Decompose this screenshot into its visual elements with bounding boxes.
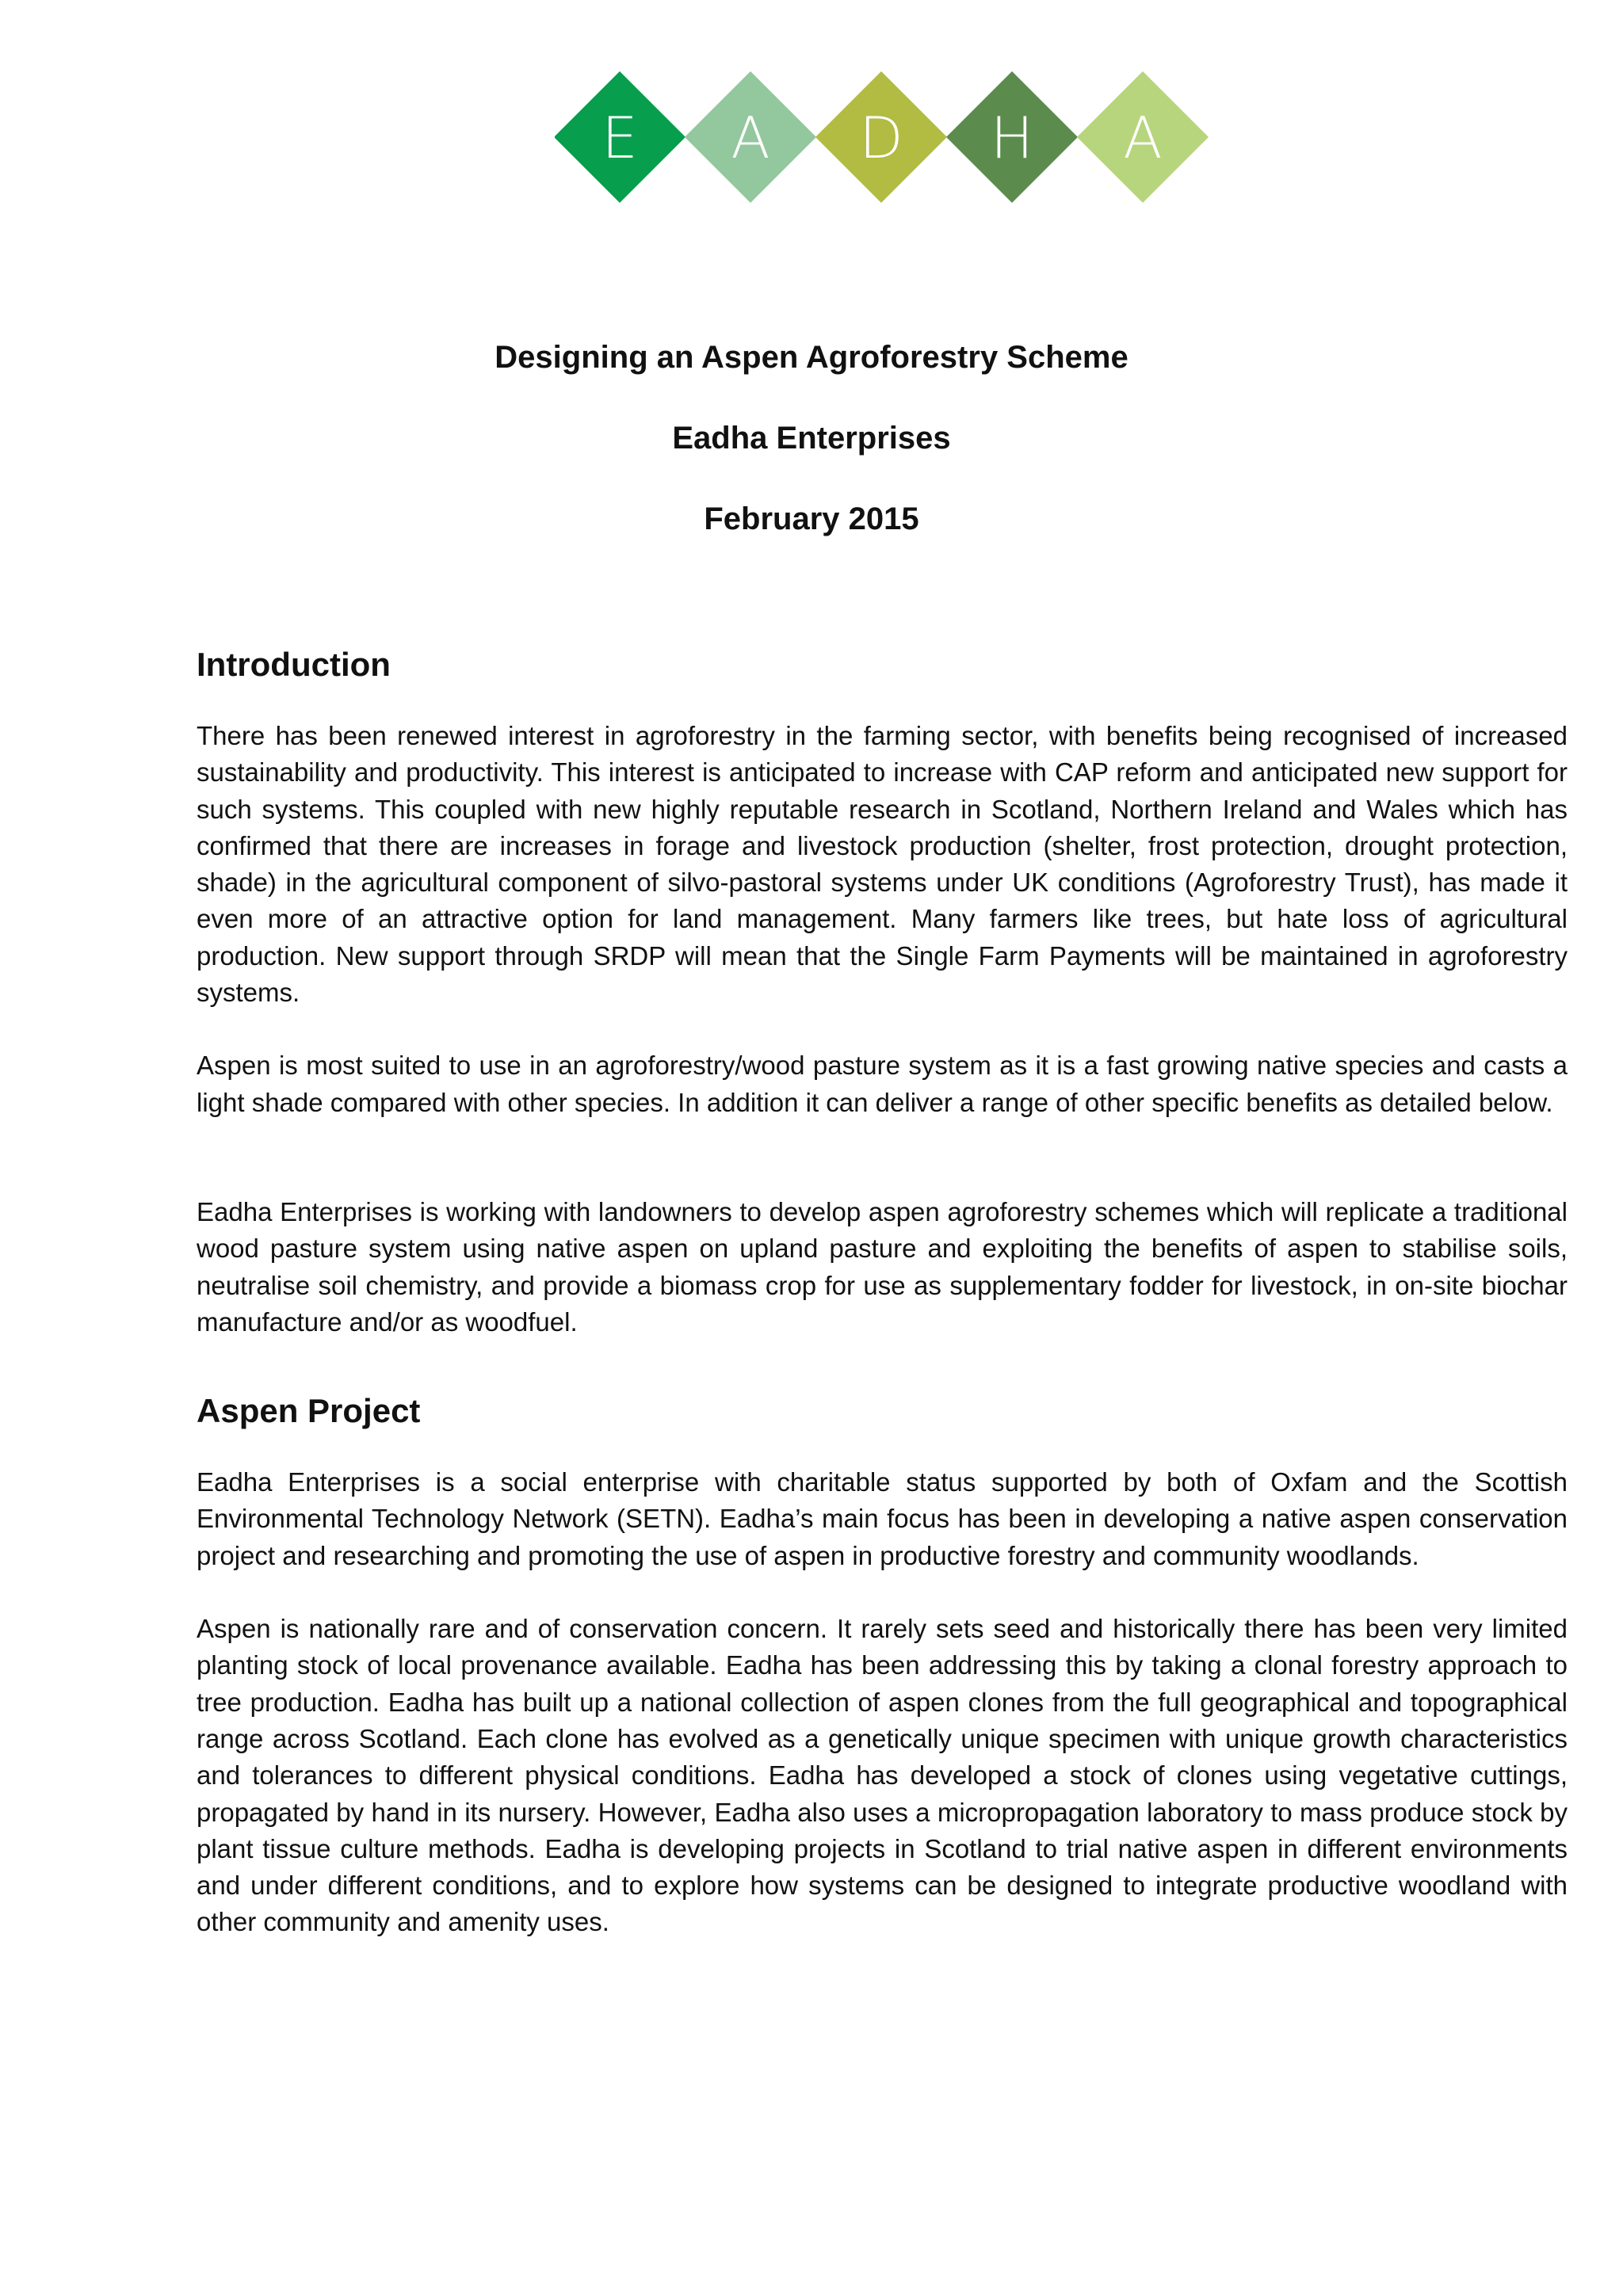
- introduction-heading: Introduction: [197, 646, 391, 683]
- aspen-project-section: [197, 1390, 1568, 1941]
- introduction-paragraph-1: There has been renewed interest in agroforestry in the farming sector, with benefits being recognised of increased sustainability and productivity. This interest is anticipated to increase with CAP reform and anticipated new support for such systems. This coupled with new highly reputable research in Scotland, Northern Ireland and Wales which has confirmed that there are increases in forage and livestock production (shelter, frost protection, drought protection, shade) in the agricultural component of silvo-pastoral systems under UK conditions (Agroforestry Trust), has made it even more of an attractive option for land management. Many farmers like trees, but hate loss of agricultural production. New support through SRDP will mean that the Single Farm Payments will be maintained in agroforestry systems.: [197, 721, 1568, 1008]
- eadha-logo: [555, 70, 1212, 204]
- organisation-name: Eadha Enterprises: [672, 421, 951, 456]
- introduction-paragraph-3: Eadha Enterprises is working with landowners to develop aspen agroforestry schemes which will replicate a traditional wood pasture system using native aspen on upland pasture and exploiting the benefits of aspen to stabilise soils, neutralise soil chemistry, and provide a biomass crop for use as supplementary fodder for livestock, in on-site biochar manufacture and/or as woodfuel.: [197, 1196, 1568, 1337]
- document-date: February 2015: [704, 502, 919, 536]
- logo-diamond-e: [555, 71, 685, 203]
- aspen-project-heading: Aspen Project: [197, 1392, 421, 1430]
- svg-text:H: H: [990, 105, 1034, 171]
- document-body: [197, 643, 1568, 1941]
- introduction-section: [197, 643, 1568, 1341]
- introduction-paragraph-2: Aspen is most suited to use in an agroforestry/wood pasture system as it is a fast growing native species and casts a light shade compared with other species. In addition it can deliver a range of other specific benefits as detailed below.: [197, 1051, 1568, 1117]
- logo-diamond-a: [685, 71, 816, 203]
- eadha-logo-graphic: [555, 70, 1212, 204]
- svg-text:E: E: [601, 105, 638, 171]
- logo-diamond-h: [946, 71, 1078, 203]
- logo-diamond-a-second: [1077, 71, 1209, 203]
- aspen-project-paragraph-2: Aspen is nationally rare and of conservation concern. It rarely sets seed and historically there has been very limited planting stock of local provenance available. Eadha has been addressing this by taking a clonal forestry approach to tree production. Eadha has built up a national collection of aspen clones from the full geographical and topographical range across Scotland. Each clone has evolved as a genetically unique specimen with unique growth characteristics and tolerances to different physical conditions. Eadha has developed a stock of clones using vegetative cuttings, propagated by hand in its nursery. However, Eadha also uses a micropropagation laboratory to mass produce stock by plant tissue culture methods. Eadha is developing projects in Scotland to trial native aspen in different environments and under different conditions, and to explore how systems can be designed to integrate productive woodland with other community and amenity uses.: [197, 1614, 1568, 1937]
- svg-text:A: A: [1123, 105, 1163, 171]
- logo-diamond-d: [815, 71, 947, 203]
- aspen-project-paragraph-1: Eadha Enterprises is a social enterprise with charitable status supported by both of Oxfam and the Scottish Environmental Technology Network (SETN). Eadha’s main focus has been in developing a native aspen conservation project and researching and promoting the use of aspen in productive forestry and community woodlands.: [197, 1467, 1568, 1570]
- document-title: Designing an Aspen Agroforestry Scheme: [495, 340, 1128, 375]
- svg-text:D: D: [859, 105, 903, 171]
- svg-text:A: A: [731, 105, 770, 171]
